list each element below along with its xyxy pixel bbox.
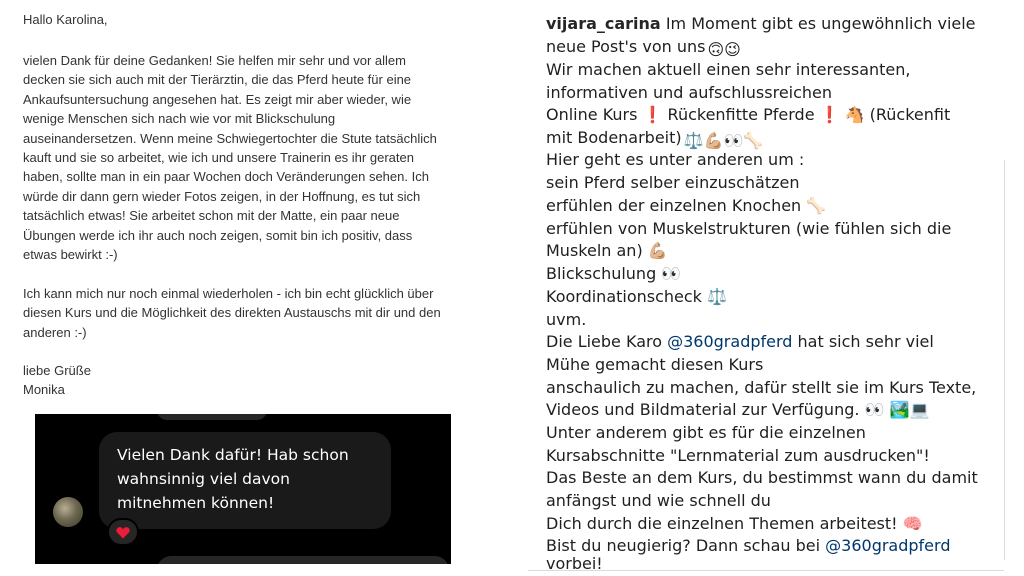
email-panel bbox=[0, 0, 470, 410]
chat-panel bbox=[35, 414, 451, 564]
username-link[interactable]: vijara_carina bbox=[546, 14, 661, 33]
caption-line: Blickschulung 👀 bbox=[546, 264, 682, 283]
caption-text: hat sich sehr viel bbox=[792, 332, 934, 351]
email-closing: liebe Grüße bbox=[23, 363, 91, 378]
caption-line bbox=[546, 36, 741, 61]
caption-line: anschaulich zu machen, dafür stellt sie im Kurs Texte, bbox=[546, 378, 977, 397]
caption-line: erfühlen der einzelnen Knochen 🦴 bbox=[546, 196, 827, 215]
caption-line: Hier geht es unter anderen um : bbox=[546, 150, 805, 169]
emoji-icons: ⚖️💪🏼👀🦴 bbox=[683, 131, 764, 150]
mention-link[interactable]: @360gradpferd bbox=[667, 332, 793, 351]
smiley-icon: 🙃😉 bbox=[707, 40, 741, 59]
email-greeting: Hallo Karolina, bbox=[23, 12, 108, 27]
heart-icon bbox=[116, 526, 130, 539]
caption-line: sein Pferd selber einzuschätzen bbox=[546, 173, 800, 192]
caption-line: anfängst und wie schnell du bbox=[546, 491, 771, 510]
email-paragraph-1: vielen Dank für deine Gedanken! Sie helfen mir sehr und vor allem decken sie sich auch mit der Tierärztin, die das Pferd heute für eine Ankaufsuntersuchung angesehen hat. Es zeigt mir aber wieder, wie wenige Menschen sich nach wie vor mit Blickschulung auseinandersetzen. Wenn meine Schwiegertochter die Stute tatsächlich kauft und sie so arbeitet, wie ich und unsere Trainerin es ihr geraten haben, sollte man in ein paar Wochen doch Veränderungen sehen. Ich würde dir dann gern wieder Fotos zeigen, in der Hoffnung, es tut sich tatsächlich etwas! Sie arbeitet schon mit der Matte, ein paar neue Übungen werde ich ihr auch noch zeigen, somit bin ich positiv, dass etwas bewirkt :-) bbox=[23, 53, 437, 263]
previous-message-bubble[interactable] bbox=[157, 414, 267, 420]
caption-text: Im Moment gibt es ungewöhnlich viele bbox=[665, 14, 976, 33]
caption-line: Unter anderem gibt es für die einzelnen bbox=[546, 423, 866, 442]
caption-line: Videos und Bildmaterial zur Verfügung. 👀 🏞️💻 bbox=[546, 400, 930, 419]
caption-line: uvm. bbox=[546, 310, 587, 329]
avatar[interactable] bbox=[53, 497, 83, 527]
mention-link[interactable]: @360gradpferd bbox=[825, 536, 951, 555]
caption-line: Muskeln an) 💪🏼 bbox=[546, 241, 668, 260]
caption-line: Das Beste an dem Kurs, du bestimmst wann du damit bbox=[546, 468, 978, 487]
caption-line bbox=[546, 535, 950, 557]
email-paragraph-2: Ich kann mich nur noch einmal wiederholen - ich bin echt glücklich über diesen Kurs und die Möglichkeit des direkten Austauschs mit dir und den anderen :-) bbox=[23, 286, 441, 340]
message-text: Vielen Dank dafür! Hab schon wahnsinnig viel davon mitnehmen können! bbox=[117, 446, 349, 512]
next-message-bubble[interactable] bbox=[157, 556, 449, 564]
caption-line: informativen und aufschlussreichen bbox=[546, 83, 833, 102]
caption-line: erfühlen von Muskelstrukturen (wie fühlen sich die bbox=[546, 219, 952, 238]
caption-line: Koordinationscheck ⚖️ bbox=[546, 287, 727, 306]
caption-text: Bist du neugierig? Dann schau bei bbox=[546, 536, 826, 555]
caption-text: neue Post's von uns bbox=[546, 37, 706, 56]
caption-line: Wir machen aktuell einen sehr interessanten, bbox=[546, 60, 911, 79]
email-signature: Monika bbox=[23, 382, 65, 397]
caption-line: vorbei! bbox=[546, 554, 603, 573]
caption-line: Online Kurs ❗ Rückenfitte Pferde ❗ 🐴 (Rückenfit bbox=[546, 105, 951, 124]
caption-text: mit Bodenarbeit) bbox=[546, 128, 682, 147]
caption-text: Die Liebe Karo bbox=[546, 332, 668, 351]
caption-line bbox=[546, 13, 976, 35]
scroll-divider bbox=[1004, 160, 1005, 560]
heart-reaction-icon[interactable] bbox=[107, 518, 139, 546]
caption-line bbox=[546, 331, 934, 353]
caption-line: Kursabschnitte "Lernmaterial zum ausdrucken"! bbox=[546, 446, 930, 465]
caption-panel bbox=[528, 0, 1024, 576]
message-bubble[interactable] bbox=[99, 432, 391, 529]
caption-line: Mühe gemacht diesen Kurs bbox=[546, 355, 764, 374]
caption-line: Dich durch die einzelnen Themen arbeitest! 🧠 bbox=[546, 514, 923, 533]
